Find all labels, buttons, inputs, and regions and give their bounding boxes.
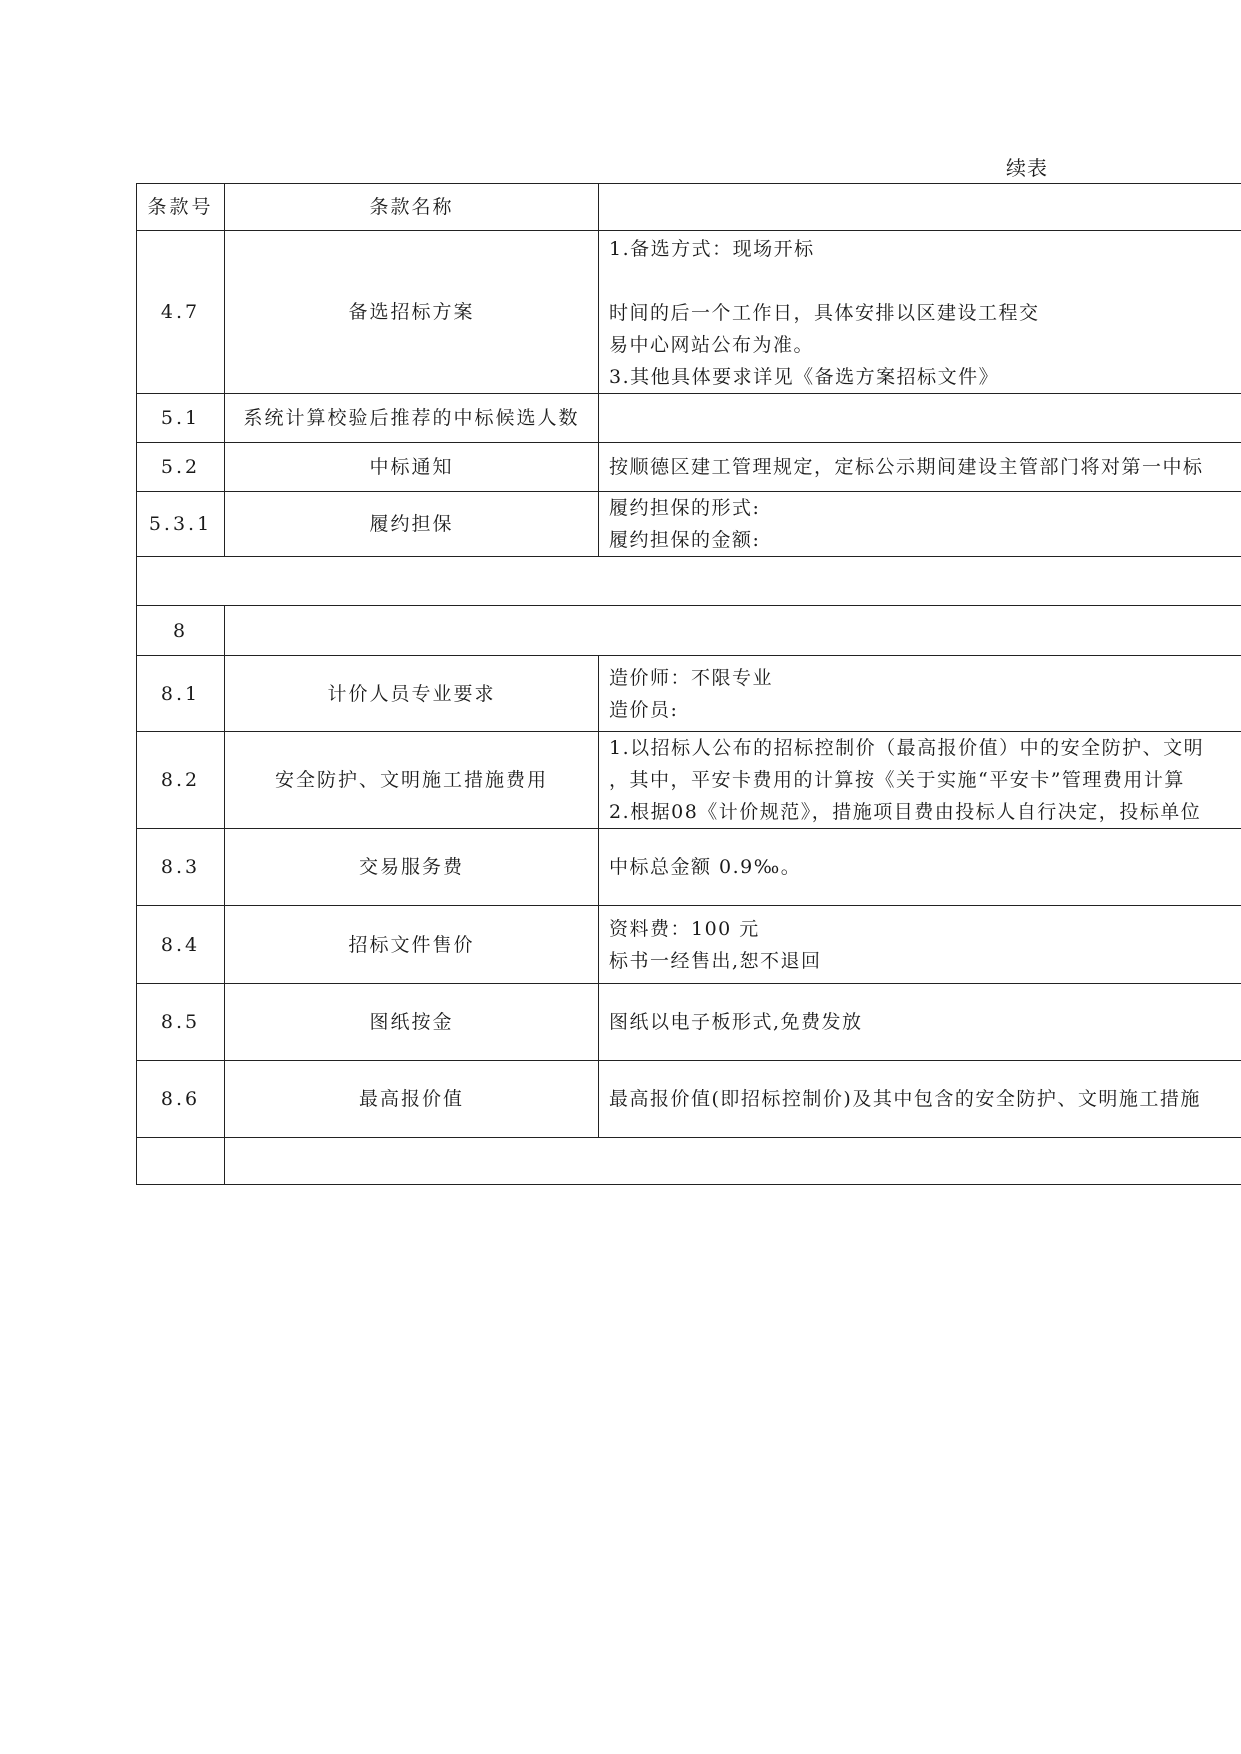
clause-content xyxy=(599,732,1241,829)
blank-cell xyxy=(137,1138,225,1185)
table-row xyxy=(137,443,1241,492)
table-row xyxy=(137,492,1241,557)
content-line: 时间的后一个工作日，具体安排以区建设工程交 xyxy=(609,302,1040,324)
content-line: 资料费：100 元 xyxy=(609,917,760,940)
table-row xyxy=(137,829,1241,906)
clause-name: 履约担保 xyxy=(225,492,599,557)
clause-no: 8.2 xyxy=(137,732,225,829)
clause-table xyxy=(136,183,1241,1185)
blank-cell xyxy=(225,1138,1241,1185)
clause-name: 中标通知 xyxy=(225,443,599,492)
clause-no: 8.4 xyxy=(137,906,225,984)
clause-no: 8 xyxy=(137,606,225,656)
clause-table-wrap xyxy=(136,183,1241,1187)
clause-content xyxy=(225,606,1241,656)
header-clause-content xyxy=(599,184,1241,231)
content-line: 1.备选方式：现场开标 xyxy=(609,238,815,260)
clause-name: 交易服务费 xyxy=(225,829,599,906)
clause-name: 最高报价值 xyxy=(225,1061,599,1138)
table-row xyxy=(137,231,1241,394)
table-row xyxy=(137,906,1241,984)
content-line xyxy=(609,402,1241,434)
clause-name: 图纸按金 xyxy=(225,984,599,1061)
clause-content xyxy=(599,906,1241,984)
clause-content xyxy=(599,443,1241,492)
clause-no: 8.1 xyxy=(137,656,225,732)
clause-name: 备选招标方案 xyxy=(225,231,599,394)
clause-content xyxy=(599,984,1241,1061)
clause-name: 计价人员专业要求 xyxy=(225,656,599,732)
clause-no: 5.1 xyxy=(137,394,225,443)
table-row xyxy=(137,606,1241,656)
table-row xyxy=(137,1061,1241,1138)
clause-no: 8.3 xyxy=(137,829,225,906)
content-line xyxy=(235,615,1241,647)
clause-name: 安全防护、文明施工措施费用 xyxy=(225,732,599,829)
content-line: 3.其他具体要求详见《备选方案招标文件》 xyxy=(609,366,1000,388)
content-line: 履约担保的金额: xyxy=(609,529,761,551)
clause-no: 4.7 xyxy=(137,231,225,394)
table-row xyxy=(137,656,1241,732)
content-line: 按顺德区建工管理规定，定标公示期间建设主管部门将对第一中标 xyxy=(609,456,1204,478)
clause-content xyxy=(599,829,1241,906)
clause-content xyxy=(599,231,1241,394)
clause-name: 系统计算校验后推荐的中标候选人数 xyxy=(225,394,599,443)
content-line: 图纸以电子板形式,免费发放 xyxy=(609,1011,863,1033)
content-line: 最高报价值(即招标控制价)及其中包含的安全防护、文明施工措施 xyxy=(609,1088,1201,1110)
content-line: 中标总金额 0.9‰。 xyxy=(609,856,802,878)
blank-cell xyxy=(137,557,1241,606)
header-clause-no: 条款号 xyxy=(137,184,225,231)
clause-content xyxy=(599,492,1241,557)
content-line: ，其中，平安卡费用的计算按《关于实施“平安卡”管理费用计算 xyxy=(609,769,1185,791)
clause-content xyxy=(599,1061,1241,1138)
clause-content xyxy=(599,394,1241,443)
content-line: 2.根据08《计价规范》，措施项目费由投标人自行决定，投标单位 xyxy=(609,801,1202,823)
content-line: 1.以招标人公布的招标控制价（最高报价值）中的安全防护、文明 xyxy=(609,737,1205,759)
table-row xyxy=(137,394,1241,443)
clause-content xyxy=(599,656,1241,732)
clause-no: 8.5 xyxy=(137,984,225,1061)
content-line: 易中心网站公布为准。 xyxy=(609,334,815,356)
clause-no: 5.3.1 xyxy=(137,492,225,557)
clause-no: 5.2 xyxy=(137,443,225,492)
content-line: 标书一经售出,恕不退回 xyxy=(609,949,822,972)
clause-no: 8.6 xyxy=(137,1061,225,1138)
content-line: 造价员: xyxy=(609,698,679,721)
content-line: 履约担保的形式: xyxy=(609,497,761,519)
header-clause-name: 条款名称 xyxy=(225,184,599,231)
content-line: 造价师：不限专业 xyxy=(609,666,774,689)
table-header-row xyxy=(137,184,1241,231)
blank-row xyxy=(137,557,1241,606)
table-row xyxy=(137,984,1241,1061)
content-line xyxy=(609,265,1241,297)
clause-name: 招标文件售价 xyxy=(225,906,599,984)
continued-label: 续表 xyxy=(1006,156,1048,180)
table-row xyxy=(137,732,1241,829)
blank-row xyxy=(137,1138,1241,1185)
